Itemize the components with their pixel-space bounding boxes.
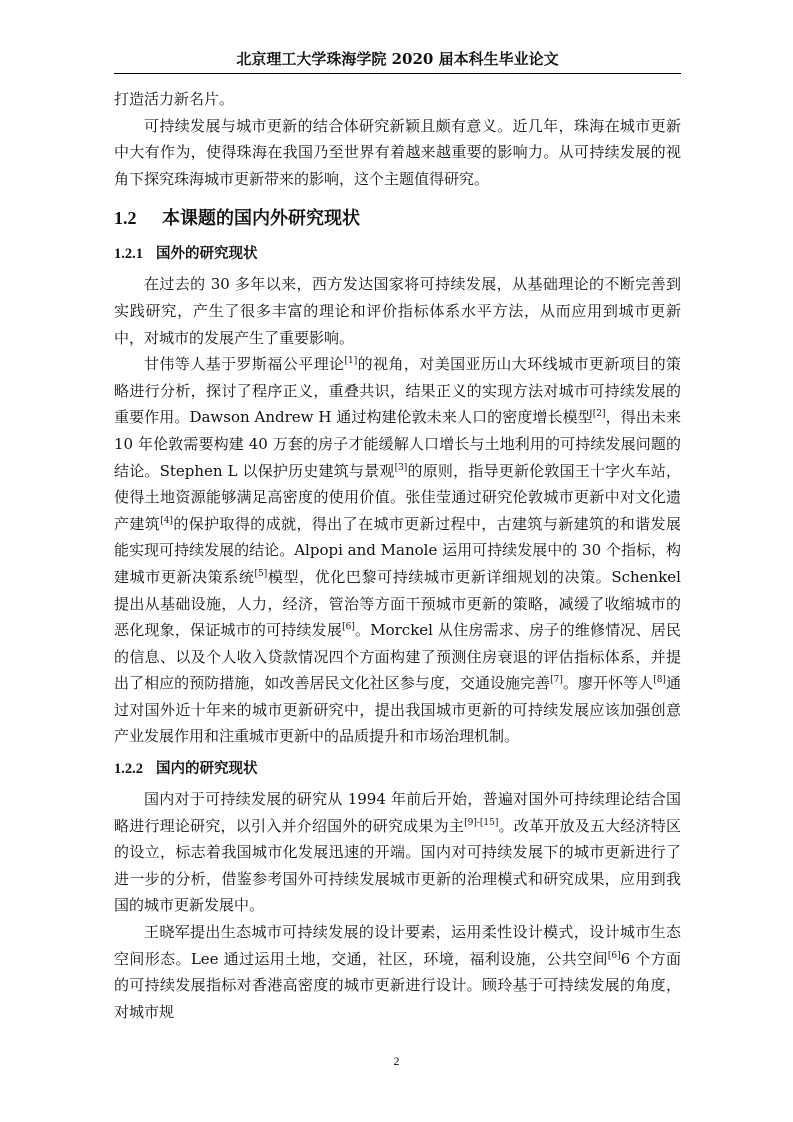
section-title: 本课题的国内外研究现状	[162, 208, 360, 230]
page-number: 2	[393, 1054, 400, 1068]
citation: [8]	[653, 675, 666, 686]
paragraph: 打造活力新名片。	[114, 90, 235, 108]
subsection-title: 国外的研究现状	[156, 245, 258, 263]
paragraph: 可持续发展与城市更新的结合体研究新颖且颇有意义。近几年，珠海在城市更新中大有作为，使得珠海在我国乃至世界有着越来越重要的影响力。从可持续发展的视角下探究珠海城市更新带来的影响，这个主题值得研究。	[114, 116, 681, 188]
subsection-heading	[114, 241, 681, 267]
page-body	[114, 86, 681, 1025]
citation: [9]-[15]	[464, 817, 499, 828]
subsection-number: 1.2.1	[114, 246, 143, 263]
text-run: 模型，优化巴黎可持续城市更新详细规划的决策。Schenkel 提出从基础设施，人力，经济，管治等方面干预城市更新的策略，减缓了收缩城市的恶化现象，保证城市的可持续发展	[114, 567, 681, 640]
citation: [3]	[394, 462, 408, 473]
subsection-heading	[114, 756, 681, 782]
header-rule	[114, 73, 681, 74]
text-run: 的保护取得的成就，得出了在城市更新过程中，古建筑与新建筑的和谐发展能实现可持续发展的结论。Alpopi and Manole 运用可持续发展中的 30 个指标，构建城市更新决策系统	[114, 514, 681, 586]
citation: [7]	[550, 675, 563, 686]
text-run: ，得出未来 10 年伦敦需要构建 40 万套的房子才能缓解人口增长与土地利用的可持续发展问题的结论。Stephen L 以保护历史建筑与景观	[114, 408, 681, 480]
text-run: 的原则，指导更新伦敦国王十字火车站，使得土地资源能够满足高密度的使用价值。张佳莹通过研究伦敦城市更新中对文化遗产建筑	[114, 461, 681, 533]
text-run: 的视角，对美国亚历山大环线城市更新项目的策略进行分析，探讨了程序正义，重叠共识，结果正义的实现方法对城市可持续发展的重要作用。Dawson Andrew H 通过构建伦敦未来人口的密度增长模型	[114, 355, 681, 427]
text-run: 6 个方面的可持续发展指标对香港高密度的城市更新进行设计。顾玲基于可持续发展的角度，对城市规	[114, 949, 681, 1021]
paragraph	[114, 786, 681, 919]
text-run: 甘伟等人基于罗斯福公平理论	[144, 355, 345, 374]
section-heading	[114, 205, 681, 232]
text-run: 。廖开怀等人	[562, 674, 654, 693]
paragraph	[114, 919, 681, 1025]
paragraph: 在过去的 30 多年以来，西方发达国家将可持续发展，从基础理论的不断完善到实践研究，产生了很多丰富的理论和评价指标体系水平方法，从而应用到城市更新中，对城市的发展产生了重要影响。	[114, 275, 681, 347]
page-header: 北京理工大学珠海学院 2020 届本科生毕业论文	[236, 50, 559, 68]
citation: [1]	[344, 356, 358, 367]
paragraph	[114, 351, 681, 750]
text-run: 。Morckel 从住房需求、房子的维修情况、居民的信息、以及个人收入贷款情况四个方面构建了预测住房衰退的评估指标体系，并提出了相应的预防措施，如改善居民文化社区参与度，交通设施完善	[114, 621, 681, 693]
subsection-number: 1.2.2	[114, 761, 143, 778]
text-run: 通过对国外近十年来的城市更新研究中，提出我国城市更新的可持续发展应该加强创意产业发展作用和注重城市更新中的品质提升和市场治理机制。	[114, 674, 681, 746]
citation: [4]	[160, 515, 173, 526]
citation: [6]	[607, 950, 621, 961]
text-run: 。改革开放及五大经济特区的设立，标志着我国城市化发展迅速的开端。国内对可持续发展下的城市更新进行了进一步的分析，借鉴参考国外可持续发展城市更新的治理模式和研究成果，应用到我国的城市更新发展中。	[114, 816, 681, 915]
citation: [5]	[254, 568, 268, 579]
section-number: 1.2	[114, 208, 137, 229]
citation: [6]	[342, 622, 355, 633]
citation: [2]	[592, 409, 606, 420]
subsection-title: 国内的研究现状	[156, 760, 258, 778]
text-run: 国内对于可持续发展的研究从 1994 年前后开始，普遍对国外可持续理论结合国略进行理论研究，以引入并介绍国外的研究成果为主	[114, 790, 681, 835]
text-run: 王晓军提出生态城市可持续发展的设计要素，运用柔性设计模式，设计城市生态空间形态。Lee 通过运用土地，交通，社区，环境，福利设施，公共空间	[114, 923, 681, 968]
